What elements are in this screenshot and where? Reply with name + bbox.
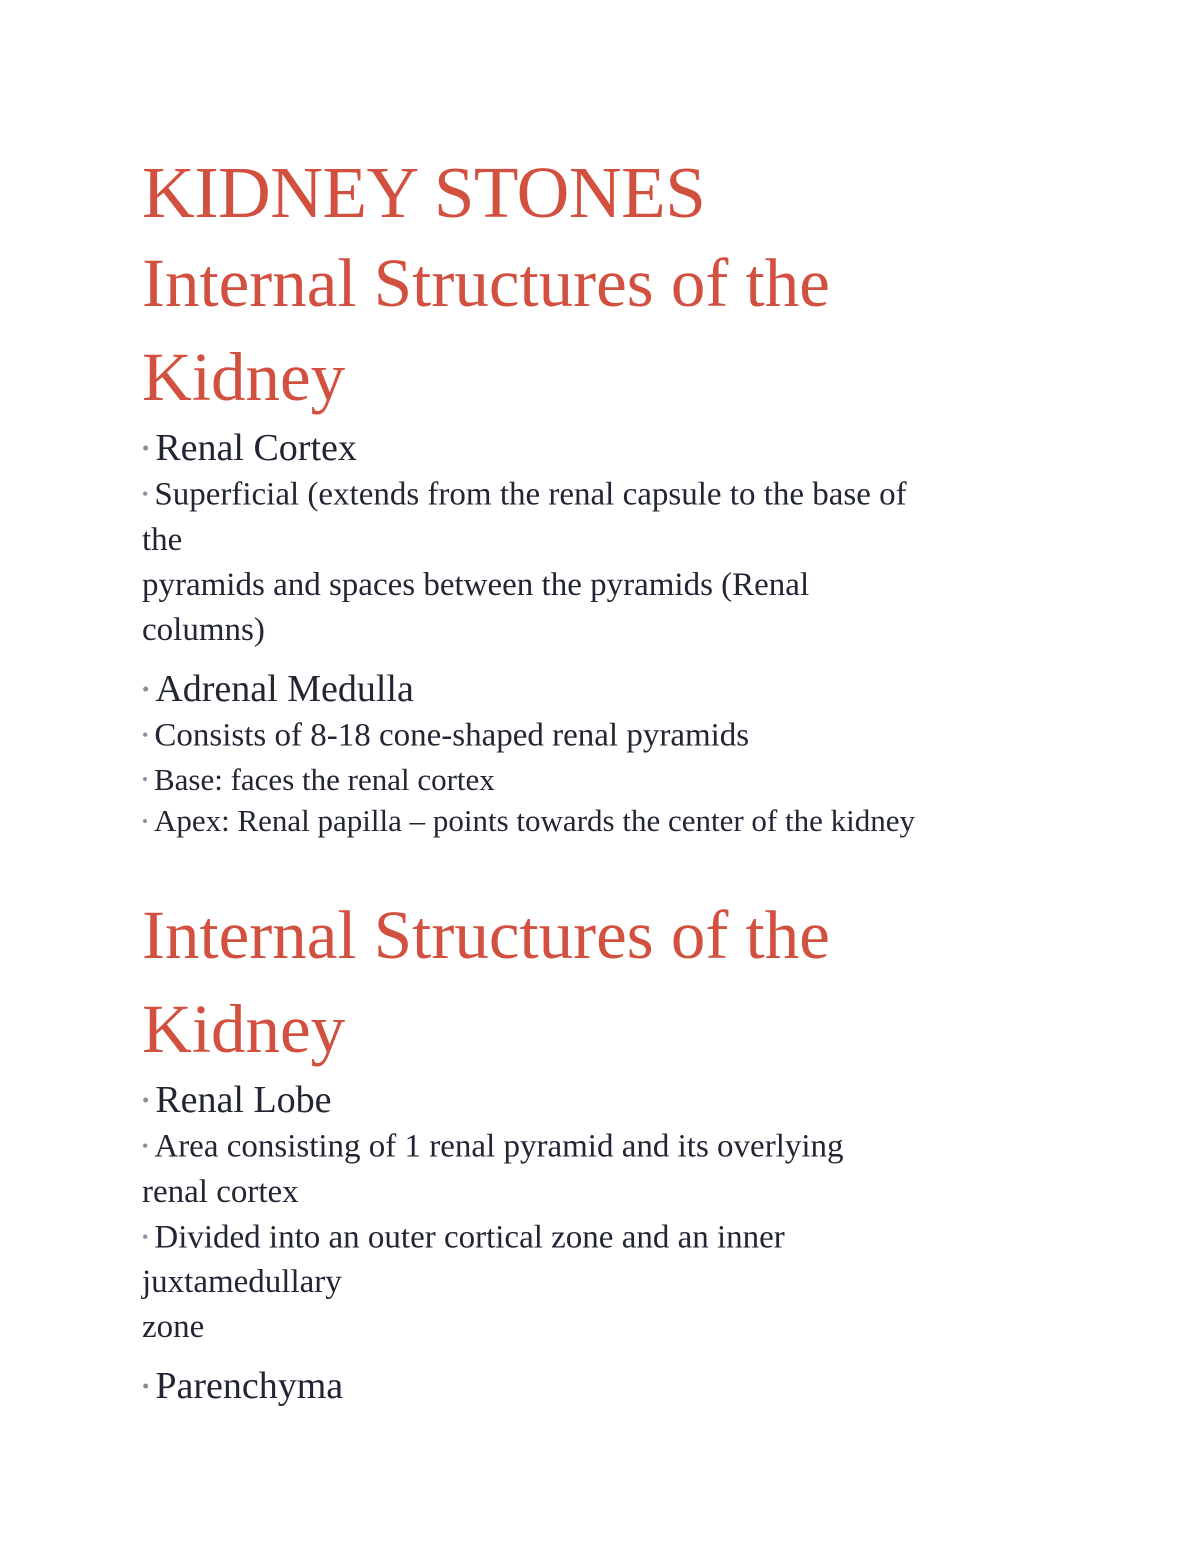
- list-item-continuation: pyramids and spaces between the pyramids (Renal: [142, 566, 810, 603]
- bullet-icon: •: [142, 1226, 149, 1247]
- list-item-text: Parenchyma: [155, 1365, 344, 1408]
- bullet-icon: •: [142, 1136, 149, 1157]
- bullet-icon: •: [142, 1088, 150, 1112]
- list-item: [142, 759, 1082, 801]
- document-title: KIDNEY STONES: [142, 152, 706, 233]
- list-item: [142, 424, 1082, 472]
- bullet-icon: •: [142, 436, 150, 460]
- list-item-text: Adrenal Medulla: [155, 667, 414, 710]
- list-item-continuation: renal cortex: [142, 1173, 299, 1210]
- list-item-continuation: the: [142, 521, 183, 558]
- list-item: [142, 1076, 1082, 1124]
- list-item-text: Renal Lobe: [155, 1079, 332, 1122]
- list-item: [142, 1362, 1082, 1410]
- list-item-text: Apex: Renal papilla – points towards the center of the kidney: [153, 803, 915, 839]
- section-heading-continued: Kidney: [142, 339, 346, 415]
- section-heading: Internal Structures of the: [142, 897, 830, 973]
- list-item-text: Base: faces the renal cortex: [153, 761, 495, 797]
- list-item-text: Superficial (extends from the renal capsule to the base of: [154, 476, 907, 513]
- bullet-icon: •: [142, 676, 150, 701]
- list-item-text: Consists of 8-18 cone-shaped renal pyramids: [154, 717, 750, 754]
- document-content: [142, 150, 1082, 1411]
- list-item: [142, 713, 1082, 759]
- list-item-text: Renal Cortex: [155, 427, 357, 470]
- list-item: [142, 665, 1082, 713]
- bullet-icon: •: [142, 770, 148, 790]
- bullet-icon: •: [142, 484, 149, 505]
- list-item: [142, 1124, 1082, 1170]
- bullet-icon: •: [142, 1374, 150, 1399]
- list-item-continuation: columns): [142, 611, 265, 648]
- list-item-text: Area consisting of 1 renal pyramid and its overlying: [154, 1128, 844, 1165]
- list-item: [142, 1215, 1082, 1261]
- section-heading-continued: Kidney: [142, 991, 346, 1067]
- list-item-continuation: zone: [142, 1309, 205, 1346]
- list-item: [142, 800, 1082, 842]
- list-item-text: Divided into an outer cortical zone and an inner: [154, 1219, 785, 1256]
- section-heading: Internal Structures of the: [142, 245, 830, 321]
- bullet-icon: •: [142, 812, 148, 831]
- list-item: [142, 472, 1082, 518]
- list-item-continuation: juxtamedullary: [142, 1264, 342, 1301]
- bullet-icon: •: [142, 724, 149, 745]
